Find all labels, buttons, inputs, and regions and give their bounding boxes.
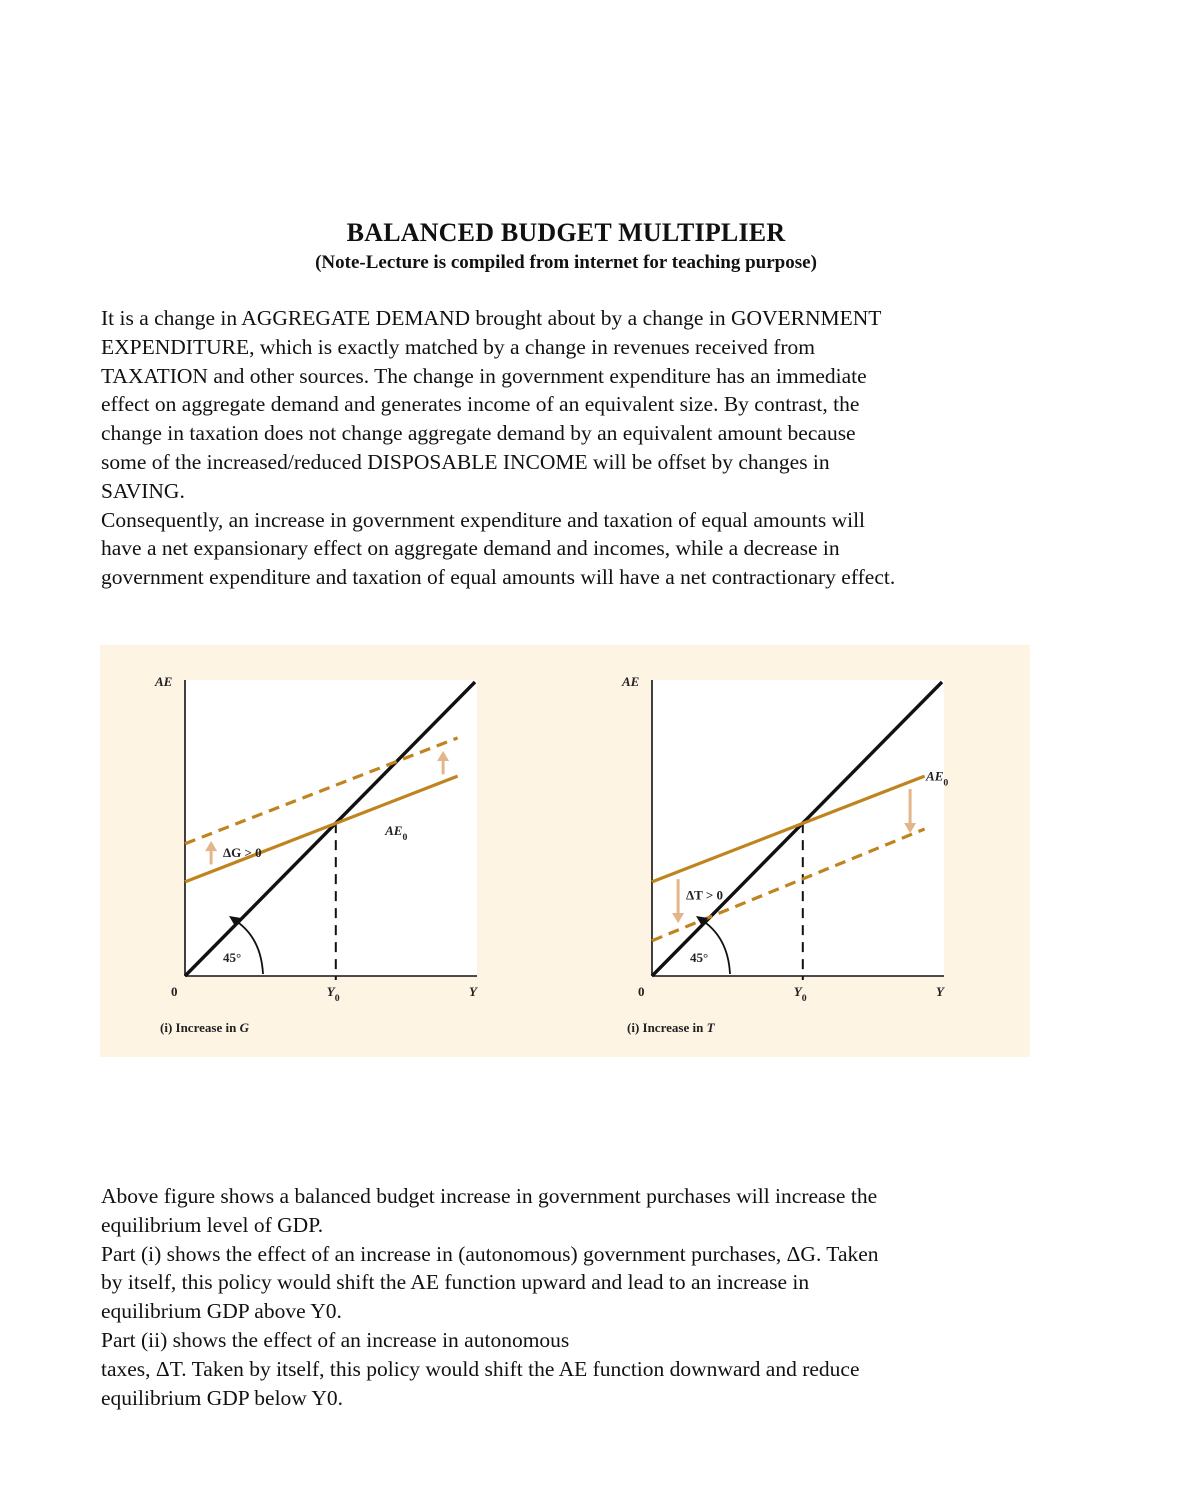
figure-panel bbox=[100, 645, 1030, 1057]
outro-line: Part (ii) shows the effect of an increase in autonomous bbox=[101, 1327, 570, 1352]
outro-line: equilibrium GDP below Y0. bbox=[101, 1385, 344, 1410]
shift-label: ΔT > 0 bbox=[686, 887, 723, 903]
chart-increase-t bbox=[621, 674, 948, 1035]
intro-line: government expenditure and taxation of equal amounts will have a net contractionary effect. bbox=[101, 565, 896, 590]
intro-line: change in taxation does not change aggregate demand by an equivalent amount because bbox=[101, 421, 856, 446]
intro-line: Consequently, an increase in government expenditure and taxation of equal amounts will bbox=[101, 507, 866, 532]
origin-label: 0 bbox=[638, 984, 645, 999]
intro-line: TAXATION and other sources. The change in government expenditure has an immediate bbox=[101, 363, 867, 388]
ae0-label: $AE_0$ bbox=[926, 768, 949, 789]
chart-increase-g bbox=[154, 674, 478, 1035]
outro-line: Above figure shows a balanced budget increase in government purchases will increase the bbox=[101, 1184, 878, 1208]
angle-label: 45° bbox=[690, 950, 709, 965]
outro-paragraph bbox=[101, 1182, 1041, 1412]
x-axis-label: Y bbox=[469, 984, 477, 999]
chart-caption: (i) Increase in G bbox=[160, 1020, 249, 1035]
chart-caption: (i) Increase in T bbox=[627, 1020, 715, 1035]
figure-svg bbox=[100, 645, 1030, 1057]
origin-label: 0 bbox=[171, 984, 178, 999]
outro-line: by itself, this policy would shift the AE function upward and lead to an increase in bbox=[101, 1270, 810, 1295]
shift-label: ΔG > 0 bbox=[223, 844, 262, 860]
ae0-label: $AE_0$ bbox=[385, 822, 408, 843]
x-axis-label: Y bbox=[936, 984, 944, 999]
intro-line: SAVING. bbox=[101, 478, 185, 503]
page-title: BALANCED BUDGET MULTIPLIER bbox=[346, 218, 786, 247]
outro-line: equilibrium GDP above Y0. bbox=[101, 1299, 342, 1324]
outro-line: Part (i) shows the effect of an increase in (autonomous) government purchases, ΔG. Taken bbox=[101, 1241, 879, 1266]
y-axis-label: AE bbox=[622, 674, 640, 689]
x-tick-label: $Y_0$ bbox=[793, 984, 807, 1004]
outro-line: taxes, ΔT. Taken by itself, this policy would shift the AE function downward and reduce bbox=[101, 1356, 860, 1381]
intro-line: effect on aggregate demand and generates income of an equivalent size. By contrast, the bbox=[101, 392, 860, 417]
angle-label: 45° bbox=[223, 950, 242, 965]
intro-paragraph bbox=[101, 304, 1041, 592]
intro-line: have a net expansionary effect on aggregate demand and incomes, while a decrease in bbox=[101, 536, 840, 561]
page-subtitle: (Note-Lecture is compiled from internet for teaching purpose) bbox=[315, 252, 817, 273]
y-axis-label: AE bbox=[155, 674, 173, 689]
x-tick-label: $Y_0$ bbox=[326, 984, 340, 1004]
intro-line: some of the increased/reduced DISPOSABLE INCOME will be offset by changes in bbox=[101, 449, 830, 474]
intro-line: EXPENDITURE, which is exactly matched by a change in revenues received from bbox=[101, 334, 816, 359]
outro-line: equilibrium level of GDP. bbox=[101, 1212, 324, 1237]
intro-line: It is a change in AGGREGATE DEMAND brought about by a change in GOVERNMENT bbox=[101, 306, 882, 330]
